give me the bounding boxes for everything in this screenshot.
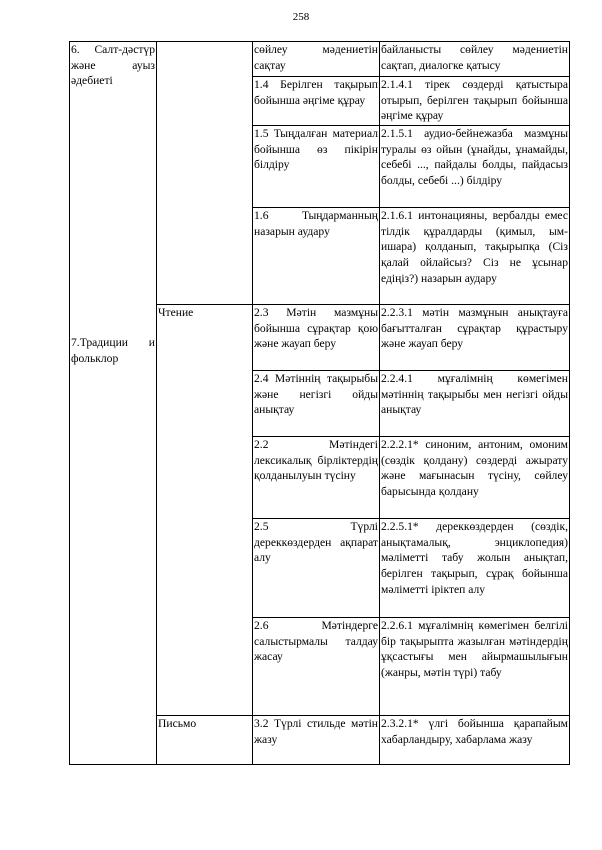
objective-cell: сөйлеу мәдениетін сақтау — [253, 42, 380, 77]
objective-cell: 2.2 Мәтіндегі лексикалық бірліктердің қолданылуын түсіну — [253, 437, 380, 519]
objective-cell: 2.4 Мәтіннің тақырыбы және негізгі ойды анықтау — [253, 371, 380, 437]
outcome-cell: 2.2.2.1* синоним, антоним, омоним (сөздік қолдану) сөздерді ажырату және мағынасын түсіну, сөйлеу барысында қолдану — [380, 437, 570, 519]
section-title-ru: 7.Традиции и фольклор — [71, 336, 155, 365]
curriculum-table — [69, 41, 570, 765]
outcome-cell: 2.2.5.1* дереккөздерден (сөздік, анықтамалық, энциклопедия) мәліметті табу жолын анықтап, берілген тақырып, сұрақ бойынша мәліметті іріктеп алу — [380, 519, 570, 618]
objective-cell: 1.6 Тыңдарманның назарын аудару — [253, 208, 380, 305]
outcome-cell: 2.1.6.1 интонацияны, вербалды емес тілдік құралдарды (қимыл, ым-ишара) қолданып, тақырыпқа (Сіз қалай ойлайсыз? Сіз не ұсынар едіңіз?) назарын аудару — [380, 208, 570, 305]
outcome-cell: байланысты сөйлеу мәдениетін сақтап, диалогке қатысу — [380, 42, 570, 77]
page-number: 258 — [292, 11, 310, 23]
outcome-cell: 2.3.2.1* үлгі бойынша қарапайым хабарландыру, хабарлама жазу — [380, 716, 570, 765]
objective-cell: 1.5 Тыңдалған материал бойынша өз пікірін білдіру — [253, 126, 380, 208]
skill-cell — [157, 42, 253, 305]
skill-cell: Письмо — [157, 716, 253, 765]
outcome-cell: 2.2.4.1 мұғалімнің көмегімен мәтіннің тақырыбы мен негізгі ойды анықтау — [380, 371, 570, 437]
outcome-cell: 2.2.3.1 мәтін мазмұнын анықтауға бағытталған сұрақтар құрастыру және жауап беру — [380, 305, 570, 371]
outcome-cell: 2.1.4.1 тірек сөздерді қатыстыра отырып, берілген тақырып бойынша әңгіме құрау — [380, 77, 570, 126]
objective-cell: 2.3 Мәтін мазмұны бойынша сұрақтар қою және жауап беру — [253, 305, 380, 371]
section-cell — [70, 42, 157, 765]
outcome-cell: 2.1.5.1 аудио-бейнежазба мазмұны туралы өз ойын (ұнайды, ұнамайды, себебі ..., пайдалы болды, пайдасыз болды, себебі ...) білдіру — [380, 126, 570, 208]
outcome-cell: 2.2.6.1 мұғалімнің көмегімен белгілі бір тақырыпта жазылған мәтіндердің ұқсастығы мен айырмашылығын (жанры, мәтін түрі) табу — [380, 618, 570, 716]
objective-cell: 2.5 Түрлі дереккөздерден ақпарат алу — [253, 519, 380, 618]
objective-cell: 2.6 Мәтіндерге салыстырмалы талдау жасау — [253, 618, 380, 716]
objective-cell: 3.2 Түрлі стильде мәтін жазу — [253, 716, 380, 765]
table-row — [70, 42, 570, 77]
skill-cell: Чтение — [157, 305, 253, 716]
objective-cell: 1.4 Берілген тақырып бойынша әңгіме құрау — [253, 77, 380, 126]
section-title-kz: 6. Салт-дәстүр және ауыз әдебиеті — [71, 43, 155, 88]
